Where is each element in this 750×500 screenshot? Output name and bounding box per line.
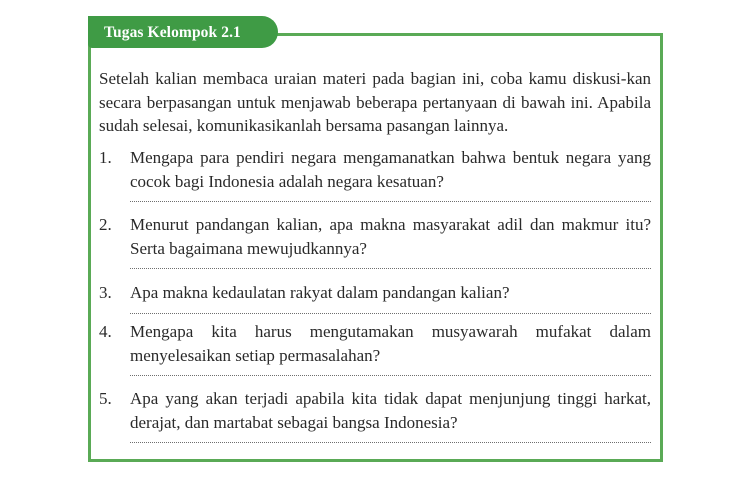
- task-title-tab: [88, 16, 278, 48]
- question-text: Menurut pandangan kalian, apa makna masyarakat adil dan makmur itu? Serta bagaimana mewujudkannya?: [130, 215, 651, 258]
- question-number: 1.: [99, 148, 112, 167]
- question-text: Apa makna kedaulatan rakyat dalam pandangan kalian?: [130, 283, 510, 302]
- question-item: [99, 281, 651, 314]
- question-text: Mengapa para pendiri negara mengamanatkan bahwa bentuk negara yang cocok bagi Indonesia adalah negara kesatuan?: [130, 148, 651, 191]
- question-number: 3.: [99, 283, 112, 302]
- question-number: 4.: [99, 322, 112, 341]
- answer-line: [130, 442, 651, 443]
- task-title: Tugas Kelompok 2.1: [104, 24, 241, 41]
- answer-line: [130, 201, 651, 202]
- task-instructions: Setelah kalian membaca uraian materi pada bagian ini, coba kamu diskusi-kan secara berpasangan untuk menjawab beberapa pertanyaan di bawah ini. Apabila sudah selesai, komunikasikanlah bersama pasangan lainnya.: [99, 69, 651, 135]
- question-number: 2.: [99, 215, 112, 234]
- answer-line: [130, 313, 651, 314]
- question-number: 5.: [99, 389, 112, 408]
- question-item: [99, 146, 651, 202]
- question-item: [99, 320, 651, 376]
- question-text: Mengapa kita harus mengutamakan musyawarah mufakat dalam menyelesaikan setiap permasalahan?: [130, 322, 651, 365]
- answer-line: [130, 268, 651, 269]
- question-text: Apa yang akan terjadi apabila kita tidak dapat menjunjung tinggi harkat, derajat, dan martabat sebagai bangsa Indonesia?: [130, 389, 651, 432]
- question-item: [99, 213, 651, 269]
- answer-line: [130, 375, 651, 376]
- question-item: [99, 387, 651, 443]
